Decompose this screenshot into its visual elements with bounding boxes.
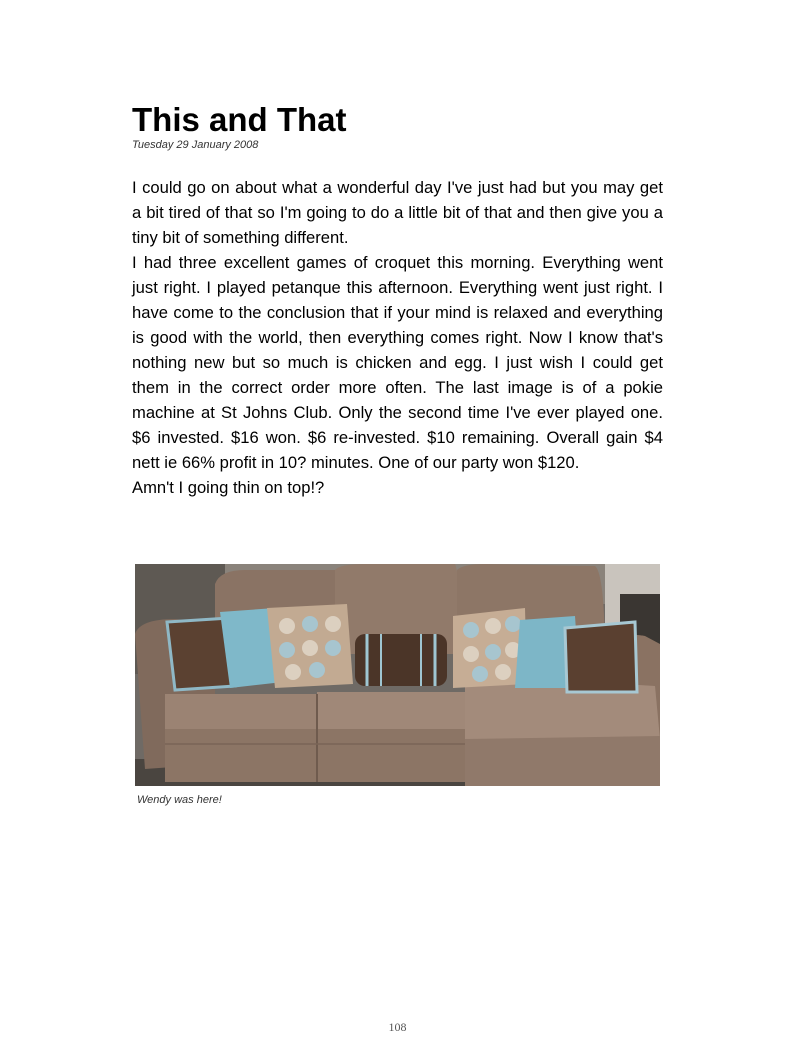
sofa-illustration xyxy=(135,564,660,786)
paragraph: I could go on about what a wonderful day I've just had but you may get a bit tired of that so I'm going to do a little bit of that and then give you a tiny bit of something different. xyxy=(132,178,663,247)
page-number: 108 xyxy=(388,1020,407,1034)
page-title: This and That xyxy=(132,101,347,138)
photo-caption: Wendy was here! xyxy=(137,794,222,806)
paragraph: Amn't I going thin on top!? xyxy=(132,478,325,497)
post-body xyxy=(132,175,663,500)
sofa-photo xyxy=(135,564,660,786)
paragraph: I had three excellent games of croquet this morning. Everything went just right. I played petanque this afternoon. Everything went just right. I have come to the conclusion that if your mind is relaxed and everything is good with the world, then everything comes right. Now I know that's nothing new but so much is chicken and egg. I just wish I could get them in the correct order more often. The last image is of a pokie machine at St Johns Club. Only the second time I've ever played one. $6 invested. $16 won. $6 re-invested. $10 remaining. Overall gain $4 nett ie 66% profit in 10? minutes. One of our party won $120. xyxy=(132,253,663,472)
post-date: Tuesday 29 January 2008 xyxy=(132,139,259,151)
